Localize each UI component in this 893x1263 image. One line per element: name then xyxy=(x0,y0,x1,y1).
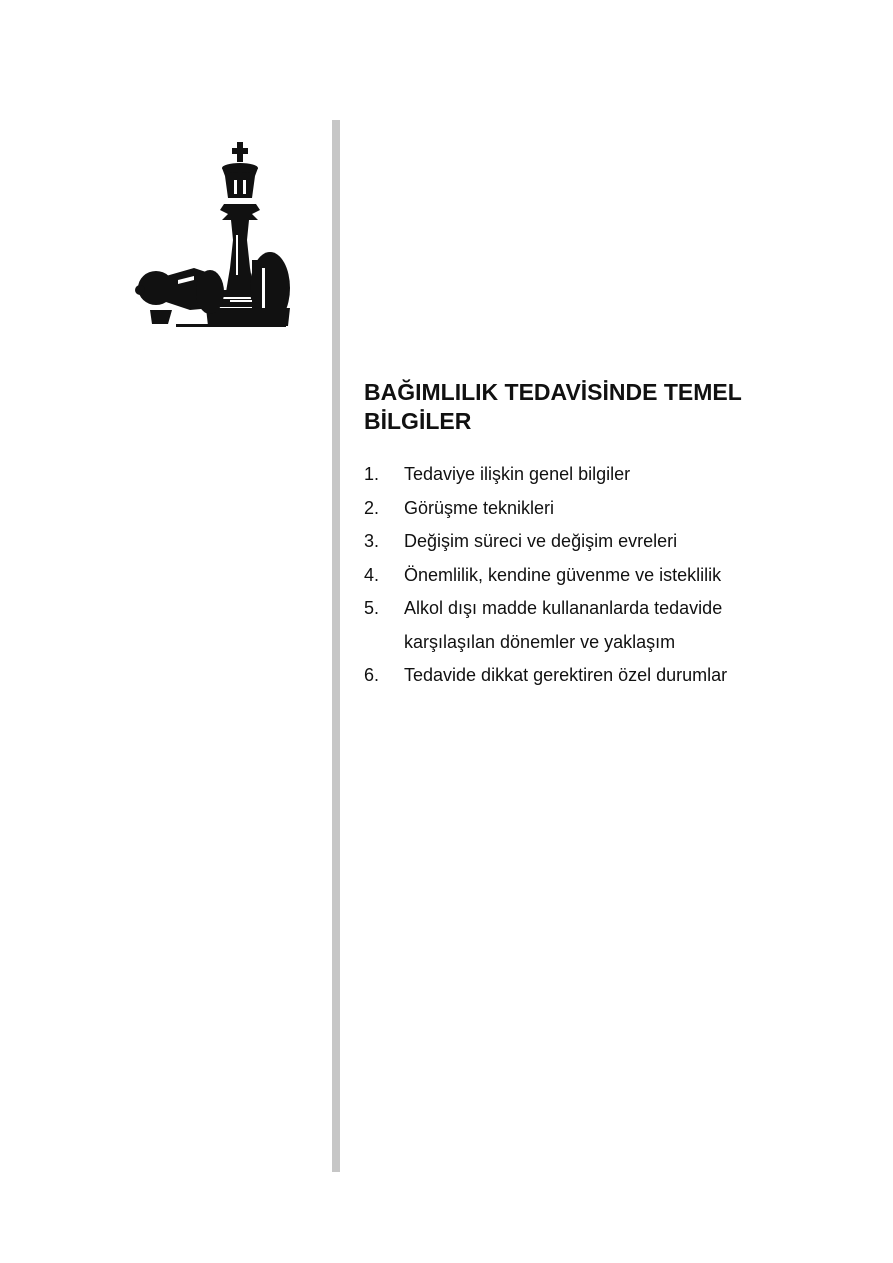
list-item-number: 5. xyxy=(364,598,380,618)
list-item-number: 2. xyxy=(364,497,380,518)
list-item-number: 4. xyxy=(364,564,380,585)
list-item xyxy=(364,592,794,659)
chapter-title-line-1: BAĞIMLILIK TEDAVİSİNDE TEMEL xyxy=(364,379,742,405)
list-item-number: 1. xyxy=(364,464,380,484)
list-item-text: Değişim süreci ve değişim evreleri xyxy=(404,531,678,551)
list-item-text: Tedavide dikkat gerektiren özel durumlar xyxy=(404,665,728,685)
list-item-number: 3. xyxy=(364,531,380,551)
list-item xyxy=(364,492,794,526)
vertical-divider xyxy=(332,120,340,1172)
list-item xyxy=(364,559,794,593)
list-item xyxy=(364,659,794,693)
list-item xyxy=(364,525,794,559)
list-item-text: Alkol dışı madde kullananlarda tedavide karşılaşılan dönemler ve yaklaşım xyxy=(404,598,723,652)
chapter-summary xyxy=(364,378,794,693)
chapter-contents-list xyxy=(364,458,794,693)
chapter-title xyxy=(364,378,794,436)
list-item-text: Görüşme teknikleri xyxy=(404,497,555,518)
chess-pieces-icon xyxy=(134,140,294,330)
list-item-text: Tedaviye ilişkin genel bilgiler xyxy=(404,464,631,484)
chapter-title-line-2: BİLGİLER xyxy=(364,408,472,434)
list-item xyxy=(364,458,794,492)
list-item-number: 6. xyxy=(364,665,380,685)
list-item-text: Önemlilik, kendine güvenme ve isteklilik xyxy=(404,564,722,585)
